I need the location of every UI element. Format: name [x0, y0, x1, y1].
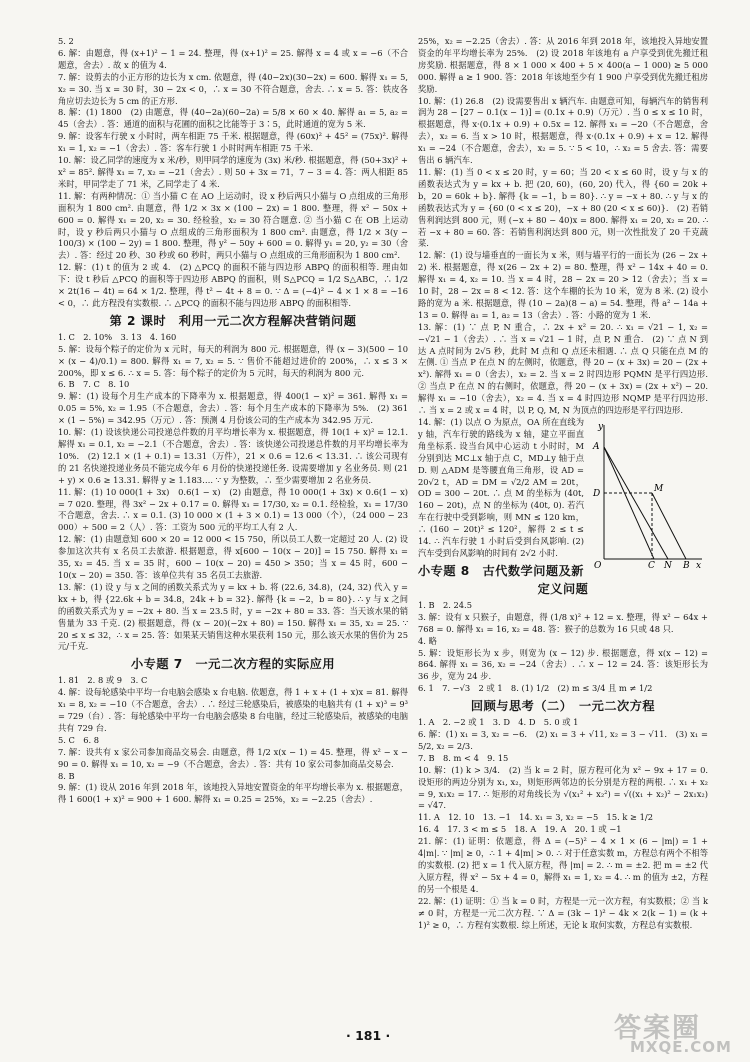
answer-line: 1. A 2. −2 或 1 3. D 4. D 5. 0 或 1: [418, 717, 579, 728]
figure-label: C: [648, 561, 655, 569]
right-column: [418, 36, 708, 931]
answer-line: 25%，x₂ = −2.25（舍去）. 答：从 2016 年到 2018 年，该地投入异地安置资金的年平均增长率为 25%. (2) 设 2018 年该地有 a 户享受到优先搬迁租房奖励. 根据题意，得 8 × 1 000 × 400 + 5 × 400(a − 1 000) ≥ 5 000 000. 解得 a ≥ 1 900. 答：2018 年该地至少有 1 900 户享受到优先搬迁租房奖励.: [418, 36, 708, 94]
answer-line: 12. 解：(1) 由题意知 600 × 20 = 12 000 < 15 750，所以员工人数一定超过 20 人. (2) 设参加这次共有 x 名员工去旅游. 根据题意，得 x[600 − 10(x − 20)] = 15 750. 解得 x₁ = 35, x₂ = 45. 当 x = 35 时，600 − 10(x − 20) = 450 > 350；当 x = 45 时，600 − 10(x − 20) = 350. 答：该单位共有 35 名员工去旅游.: [58, 534, 408, 580]
answer-line: 4. 略: [418, 635, 437, 646]
watermark-logo: [606, 1004, 746, 1060]
figure-label: y: [598, 422, 604, 432]
answer-line: 10. 解：(1) 26.8 (2) 设需要售出 x 辆汽车. 由题意可知，每辆汽车的销售利润为 28 − [27 − 0.1(x − 1)] = (0.1x + 0.9)（万元）. 当 0 ≤ x ≤ 10 时，根据题意，得 x·(0.1x + 0.9) + 0.5x = 12. 解得 x₁ = −20（不合题意，舍去），x₂ = 6. 当 x > 10 时，根据题意，得 x·(0.1x + 0.9) + x = 12. 解得 x₁ = −24（不合题意，舍去），x₂ = 5. ∵ 5 < 10，∴ x₂ = 5 舍去. 答：需要售出 6 辆汽车.: [418, 95, 708, 166]
answer-line: 11. A 12. 10 13. −1 14. x₁ = 3, x₂ = −5 15. k ≥ 1/2: [418, 812, 653, 823]
answer-line: 7. 解：设剪去的小正方形的边长为 x cm. 依题意，得 (40−2x)(30−2x) = 600. 解得 x₁ = 5, x₂ = 30. 当 x = 30 时，30 − 2x < 0，∴ x = 30 不符合题意，舍去. ∴ x = 5. 答：铁皮各角应切去边长为 5 cm 的正方形.: [58, 71, 408, 106]
answer-line: 8. 解：(1) 1800 (2) 由题意，得 (40−2a)(60−2a) = 5/8 × 60 × 40. 解得 a₁ = 5, a₂ = 45（舍去）. 答：通道的面积与花圃的面积之比能等于 3∶5，此时通道的宽为 5 米.: [58, 107, 408, 130]
path-a-to-c: [604, 447, 654, 559]
answer-line: 4. 解：设每轮感染中平均一台电脑会感染 x 台电脑. 依题意，得 1 + x + (1 + x)x = 81. 解得 x₁ = 8, x₂ = −10（不合题意，舍去）. ∴ 经过三轮感染后，被感染的电脑共有 (1 + x)³ = 9³ = 729（台）. 答：每轮感染中平均一台电脑会感染 8 台电脑，经过三轮感染后，被感染的电脑共有 729 台.: [58, 687, 408, 733]
path-a-to-n: [604, 447, 668, 559]
answer-line: 5. 解：设矩形长为 x 步，则宽为 (x − 12) 步. 根据题意，得 x(x − 12) = 864. 解得 x₁ = 36, x₂ = −24（舍去）. ∴ x − 12 = 24. 答：该矩形长为 36 步，宽为 24 步.: [418, 647, 708, 682]
answer-line: 13. 解：(1) ∵ 点 P, N 重合，∴ 2x + x² = 20. ∴ x₁ = √21 − 1, x₂ = −√21 − 1（舍去）. ∴ 当 x = √21 − 1 时，点 P, N 重合. (2) ∵ 点 N 到达 A 点时间为 2√5 秒，此时 M 点和 Q 点还未相遇. ∴ 点 Q 只能在点 M 的左侧. ① 当点 P 在点 N 的左侧时，依题意，得 20 − (x + 3x) = 20 − (2x + x²). 解得 x₁ = 0（舍去），x₂ = 2. 当 x = 2 时四边形 PQMN 是平行四边形. ② 当点 P 在点 N 的右侧时，依题意，得 20 − (x + 3x) = (2x + x²) − 20. 解得 x₁ = −10（舍去），x₂ = 4. 当 x = 4 时四边形 NQMP 是平行四边形. ∴ 当 x = 2 或 x = 4 时，以 P, Q, M, N 为顶点的四边形是平行四边形.: [418, 321, 708, 416]
watermark-en: MXQE.COM: [630, 1038, 732, 1056]
answer-line: 6. 解：(1) x₁ = 3, x₂ = −6. (2) x₁ = 3 + √11, x₂ = 3 − √11. (3) x₁ = 5/2, x₂ = 2/3.: [418, 729, 708, 751]
answer-line: 10. 解：(1) k > 3/4. (2) 当 k = 2 时，原方程可化为 x² − 9x + 17 = 0. 设矩形的两边分别为 x₁, x₂，则矩形两邻边的长分别是方程的两根. ∴ x₁ + x₂ = 9, x₁x₂ = 17. ∴ 矩形的对角线长为 √(x₁² + x₂²) = √((x₁ + x₂)² − 2x₁x₂) = √47.: [418, 764, 708, 811]
answer-line: 9. 解：(1) 设从 2016 年到 2018 年，该地投入异地安置资金的年平均增长率为 x. 根据题意，得 1 600(1 + x)² = 900 + 1 600. 解得 x₁ = 0.25 = 25%，x₂ = −2.25（舍去）.: [58, 782, 408, 805]
answer-line: 22. 解：(1) 证明：① 当 k = 0 时，方程是一元一次方程，有实数根；② 当 k ≠ 0 时，方程是一元二次方程. ∵ Δ = (3k − 1)² − 4k × 2(k − 1) = (k + 1)² ≥ 0，∴ 方程有实数根. 综上所述，无论 k 取何实数，方程总有实数根.: [418, 895, 708, 930]
watermark-cn: 答案圈: [614, 1013, 701, 1044]
answer-line: 1. 81 2. 8 或 9 3. C: [58, 675, 148, 686]
section-heading: 第 2 课时 利用一元二次方程解决营销问题: [109, 313, 357, 328]
answer-line: 3. 解：设有 x 只猴子，由题意，得 (1/8 x)² + 12 = x. 整理，得 x² − 64x + 768 = 0. 解得 x₁ = 16, x₂ = 48. 答：猴子的总数为 16 只或 48 只.: [418, 611, 708, 634]
figure-label: N: [664, 561, 672, 569]
left-column: [58, 36, 408, 806]
answer-line: 14. 解：(1) 以点 O 为原点，OA 所在直线为 y 轴，汽车行驶的路线为 x 轴，建立平面直角坐标系. 设当台风中心运动 t 小时时，M 分别到达 MC⊥x 轴于点 C，MD⊥y 轴于点 D. 则 △ADM 是等腰直角三角形，设 AD = 20√2 t，AD = DM = √2/2 AM = 20t，OD = 300 − 20t. ∴ 点 M 的坐标为 (40t, 160 − 20t)，点 N 的坐标为 (40t, 0). 若汽车在行驶中受到影响，则 MN ≤ 120 km，∴ (160 − 20t)² ≤ 120²，解得 2 ≤ t ≤ 14. ∴ 汽车行驶 1 小时后受到台风影响. (2) 汽车受到台风影响的时间有 2√2 小时.: [418, 417, 584, 558]
answer-line: 12. 解：(1) 设与墙垂直的一面长为 x 米，则与墙平行的一面长为 (26 − 2x + 2) 米. 根据题意，得 x(26 − 2x + 2) = 80. 整理，得 x² − 14x + 40 = 0. 解得 x₁ = 4, x₂ = 10. 当 x = 4 时，28 − 2x = 20 > 12（舍去）；当 x = 10 时，28 − 2x = 8 < 12. 答：这个车棚的长为 10 米，宽为 8 米. (2) 设小路的宽为 a 米. 根据题意，得 (10 − 2a)(8 − a) = 54. 整理，得 a² − 14a + 13 = 0. 解得 a₁ = 1, a₂ = 13（舍去）. 答：小路的宽为 1 米.: [418, 250, 708, 320]
answer-line: 8. B: [58, 770, 75, 781]
answer-line: 13. 解：(1) 设 y 与 x 之间的函数关系式为 y = kx + b. 将 (22.6, 34.8)，(24, 32) 代入 y = kx + b，得 {22.6k + b = 34.8，24k + b = 32}. 解得 {k = −2，b = 80}. ∴ y 与 x 之间的函数关系式为 y = −2x + 80. 当 x = 23.5 时，y = −2x + 80 = 33. 答：当天该水果的销售量为 33 千克. (2) 根据题意，得 (x − 20)(−2x + 80) = 150. 解得 x₁ = 35, x₂ = 25. ∵ 20 ≤ x ≤ 32，∴ x = 25. 答：如果某天销售这种水果获利 150 元，那么该天水果的售价为 25 元/千克.: [58, 581, 408, 652]
section-heading: 小专题 8 古代数学问题及新定义问题: [418, 563, 589, 596]
answer-line: 6. B 7. C 8. 10: [58, 379, 130, 390]
answer-line: 11. 解：(1) 当 0 < x ≤ 20 时，y = 60；当 20 < x ≤ 60 时，设 y 与 x 的函数表达式为 y = kx + b. 把 (20, 60)，(60, 20) 代入，得 {60 = 20k + b，20 = 60k + b}. 解得 {k = −1，b = 80}. ∴ y = −x + 80. ∴ y 与 x 的函数表达式为 y = {60 (0 < x ≤ 20)，−x + 80 (20 < x ≤ 60)}. (2) 若销售利润达到 800 元，则 (−x + 80 − 40)x = 800. 解得 x₁ = 20, x₂ = 20. ∴ 若 −x + 80 = 60. 答：若销售利润达到 800 元，则一次性批发了 20 千克蔬菜.: [418, 166, 708, 249]
answer-line: 11. 解：(1) 10 000(1 + 3x) 0.6(1 − x) (2) 由题意，得 10 000(1 + 3x) × 0.6(1 − x) = 7 020. 整理，得 3x² − 2x + 0.17 = 0. 解得 x₁ = 17/30, x₂ = 0.1. 经检验，x₁ = 17/30 不合题意，舍去. ∴ x = 0.1. (3) 10 000 × (1 + 3 × 0.1) = 13 000（个），（24 000 − 23 000）÷ 500 = 2（人）. 答：工资为 500 元的平均工人有 2 人.: [58, 486, 408, 533]
answer-line: 12. 解：(1) t 的值为 2 或 4. (2) △PCQ 的面积不能与四边形 ABPQ 的面积相等. 理由如下：设 t 秒后 △PCQ 的面积等于四边形 ABPQ 的面积，则 S△PCQ = 1/2 S△ABC，∴ 1/2 × 2t(16 − 4t) = 64 × 1/2. 整理，得 t² − 4t + 8 = 0. ∵ Δ = (−4)² − 4 × 1 × 8 = −16 < 0，∴ 此方程没有实数根. ∴ △PCQ 的面积不能与四边形 ABPQ 的面积相等.: [58, 262, 408, 308]
page-number: · 181 ·: [346, 1028, 391, 1043]
figure-label: M: [654, 484, 664, 494]
answer-line: 9. 解：设客车行驶 x 小时时，两车相距 75 千米. 根据题意，得 (60x)² + 45² = (75x)². 解得 x₁ = 1, x₂ = −1（舍去）. 答：客车行驶 1 小时时两车相距 75 千米.: [58, 131, 408, 154]
answer-line: 10. 解：(1) 设该快递公司投递总件数的月平均增长率为 x. 根据题意，得 10(1 + x)² = 12.1. 解得 x₁ = 0.1, x₂ = −2.1（不合题意，舍去）. 答：该快递公司投递总件数的月平均增长率为 10%. (2) 12.1 × (1 + 0.1) = 13.31（万件），21 × 0.6 = 12.6 < 13.31. ∴ 该公司现有的 21 名快递投递业务员不能完成今年 6 月份的快递投递任务. 设需要增加 y 名业务员. 则 (21 + y) × 0.6 ≥ 13.31. 解得 y ≥ 1.183…. ∵ y 为整数，∴ 至少需要增加 2 名业务员.: [58, 427, 408, 485]
answer-line: 5. 2: [58, 36, 74, 46]
answer-line: 7. 解：设共有 x 家公司参加商品交易会. 由题意，得 1/2 x(x − 1) = 45. 整理，得 x² − x − 90 = 0. 解得 x₁ = 10, x₂ = −9（不合题意，舍去）. 答：共有 10 家公司参加商品交易会.: [58, 746, 408, 769]
answer-line: 7. B 8. m < 4 9. 15: [418, 752, 509, 763]
answer-line: 6. 1 7. −√3 2 或 1 8. (1) 1/2 (2) m ≤ 3/4 且 m ≠ 1/2: [418, 683, 653, 694]
answer-line: 1. B 2. 24.5: [418, 599, 472, 610]
answer-line: 1. C 2. 10% 3. 13 4. 160: [58, 331, 177, 342]
figure-label: x: [696, 561, 702, 569]
answer-line: 10. 解：设乙同学的速度为 x 米/秒，则甲同学的速度为 (3x) 米/秒. 根据题意，得 (50+3x)² + x² = 85². 解得 x₁ = 7, x₂ = −21（舍去）. 则 50 + 3x = 71，7 − 3 = 4. 答：两人相距 85 米时，甲同学走了 71 米，乙同学走了 4 米.: [58, 155, 408, 189]
coordinate-diagram: [590, 419, 708, 569]
path-m-to-b: [652, 493, 686, 559]
section-heading: 小专题 7 一元二次方程的实际应用: [130, 657, 336, 672]
figure-label: D: [593, 489, 601, 499]
figure-label: B: [683, 561, 690, 569]
answer-line: 9. 解：(1) 设每个月生产成本的下降率为 x. 根据题意，得 400(1 − x)² = 361. 解得 x₁ = 0.05 = 5%, x₂ = 1.95（不合题意，舍去）. 答：每个月生产成本的下降率为 5%. (2) 361 × (1 − 5%) = 342.95（万元）. 答：预测 4 月份该公司的生产成本为 342.95 万元.: [58, 391, 408, 426]
answer-line: 16. 4 17. 3 < m ≤ 5 18. A 19. A 20. 1 或 −1: [418, 824, 622, 835]
answer-line: 5. 解：设每个粽子的定价为 x 元时，每天的利润为 800 元. 根据题意，得 (x − 3)(500 − 10 × (x − 4)/0.1) = 800. 解得 x₁ = 7, x₂ = 5. ∵ 售价不能超过进价的 200%，∴ x ≤ 3 × 200%，即 x ≤ 6. ∴ x = 5. 答：每个粽子的定价为 5 元时，每天的利润为 800 元.: [58, 343, 408, 378]
answer-line: 11. 解：有两种情况：① 当小猫 C 在 AO 上运动时，设 x 秒后两只小猫与 O 点组成的三角形面积为 1 800 cm². 由题意，得 1/2 × 3x × (100 − 2x) = 1 800. 整理，得 x² − 50x + 600 = 0. 解得 x₁ = 20, x₂ = 30. 经检验，x₂ = 30 符合题意. ② 当小猫 C 在 OB 上运动时，设 y 秒后两只小猫与 O 点组成的三角形面积为 1 800 cm². 由题意，得 1/2 × 3(y − 100/3) × (100 − 2y) = 1 800. 整理，得 y² − 50y + 600 = 0. 解得 y₁ = 20, y₂ = 30（舍去）. 答：经过 20 秒、30 秒或 60 秒时，两只小猫与 O 点组成的三角形面积为 1 800 cm².: [58, 190, 408, 261]
figure-label: A: [593, 442, 600, 452]
answer-line: 6. 解：由题意，得 (x+1)² − 1 = 24. 整理，得 (x+1)² = 25. 解得 x = 4 或 x = −6（不合题意，舍去）. 故 x 的值为 4.: [58, 47, 408, 70]
figure-label: O: [594, 561, 602, 569]
answer-line: 21. 解：(1) 证明：依题意，得 Δ = (−5)² − 4 × 1 × (6 − |m|) = 1 + 4|m|. ∵ |m| ≥ 0，∴ 1 + 4|m| > 0. ∴ 对于任意实数 m，方程总有两个不相等的实数根. (2) 把 x = 1 代入原方程，得 |m| = 2. ∴ m = ±2. 把 m = ±2 代入原方程，得 x² − 5x + 4 = 0，解得 x₁ = 1, x₂ = 4. ∴ m 的值为 ±2，方程的另一个根是 4.: [418, 836, 708, 894]
section-heading: 回顾与思考（二） 一元二次方程: [470, 699, 656, 714]
answer-line: 5. C 6. 8: [58, 734, 100, 745]
